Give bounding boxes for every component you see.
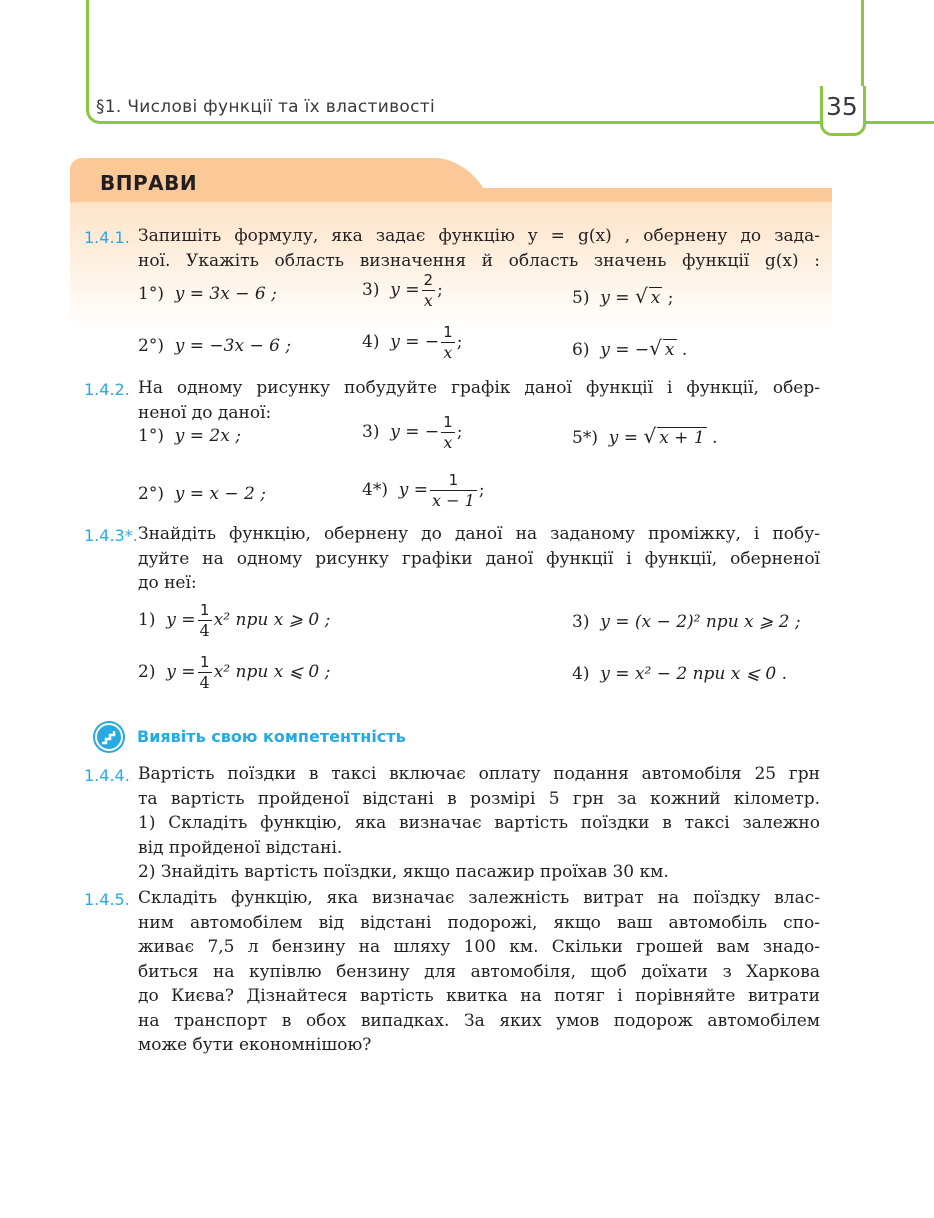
formula-end: . <box>712 428 718 448</box>
formula: y = − <box>390 332 440 352</box>
exercise-text <box>138 886 820 1058</box>
item <box>138 284 277 304</box>
formula-end: ; <box>437 280 443 300</box>
radicand: x + 1 <box>659 428 705 448</box>
exercise-text <box>138 762 820 885</box>
section-title: §1. Числові функції та їх властивості <box>96 97 435 117</box>
item: 6) y = −√ x . <box>572 336 688 360</box>
text-line: до Києва? Дізнайтеся вартість квитка на потяг і порівняйте витрати <box>138 986 820 1006</box>
item-label: 1) <box>138 610 156 630</box>
item-label: 2) <box>138 662 156 682</box>
formula-end: . <box>681 340 688 360</box>
item-label: 4) <box>572 664 590 684</box>
text-line: 1) Складіть функцію, яка визначає вартість поїздки в таксі залежно <box>138 813 820 833</box>
formula: y = x − 2 ; <box>174 484 267 504</box>
exercise-text <box>138 376 820 425</box>
denominator: x <box>443 343 453 362</box>
item <box>362 412 462 453</box>
denominator: x <box>423 291 433 310</box>
item: 5) y = √ x ; <box>572 284 674 308</box>
denominator: 4 <box>199 621 210 640</box>
text-line: ним автомобілем від відстані подорожі, якщо ваш автомобіль спо- <box>138 912 820 933</box>
item <box>362 322 462 363</box>
item-label: 3) <box>572 612 590 632</box>
text-line: дуйте на одному рисунку графіки даної функції і функції, оберненої <box>138 548 820 569</box>
item-label: 4*) <box>362 480 388 500</box>
text-line: може бути економнішою? <box>138 1035 372 1055</box>
fraction <box>430 470 477 511</box>
formula-end: ; <box>667 288 674 308</box>
denominator: x <box>443 433 453 452</box>
formula: y = − <box>390 422 440 442</box>
formula: y = <box>608 428 639 448</box>
fraction <box>441 322 455 363</box>
fraction <box>422 270 436 311</box>
numerator: 1 <box>198 652 212 673</box>
text-line: 2) Знайдіть вартість поїздки, якщо пасажир проїхав 30 км. <box>138 862 669 882</box>
item <box>362 470 485 511</box>
item-label: 1°) <box>138 284 164 304</box>
text-line: Складіть функцію, яка визначає залежність витрат на поїздку влас- <box>138 888 820 908</box>
item-label: 3) <box>362 280 380 300</box>
page-number: 35 <box>826 92 858 121</box>
text-line: живає 7,5 л бензину на шляху 100 км. Скільки грошей вам знадо- <box>138 937 820 957</box>
numerator: 2 <box>423 271 434 289</box>
text-line: неної до даної: <box>138 402 272 423</box>
item-label: 2°) <box>138 484 164 504</box>
exercise-number: 1.4.1. <box>84 228 130 247</box>
formula-end: ; <box>456 422 463 442</box>
item-label: 6) <box>572 340 590 360</box>
numerator: 1 <box>443 413 453 431</box>
formula: y = − <box>600 340 650 360</box>
radicand: x <box>664 340 675 360</box>
text-line: на транспорт в обох випадках. За яких умов подорож автомобілем <box>138 1010 820 1031</box>
item <box>362 270 443 311</box>
formula-end: x² при x ⩽ 0 ; <box>213 662 331 682</box>
text-line: На одному рисунку побудуйте графік даної функції і функції, обер- <box>138 378 820 398</box>
text-line: до неї: <box>138 573 197 593</box>
item-label: 5*) <box>572 428 598 448</box>
item <box>138 336 291 356</box>
item-label: 4) <box>362 332 380 352</box>
fraction <box>198 652 212 693</box>
competence-title: Виявіть свою компетентність <box>137 727 406 746</box>
formula-end: ; <box>478 480 485 500</box>
exercise-number: 1.4.5. <box>84 890 130 909</box>
fraction <box>441 412 455 453</box>
denominator: 4 <box>199 673 210 692</box>
formula: y = <box>166 610 196 630</box>
formula-end: ; <box>456 332 463 352</box>
numerator: 1 <box>443 323 453 341</box>
formula: y = <box>600 288 630 308</box>
exercise-number: 1.4.4. <box>84 766 130 785</box>
denominator: x − 1 <box>432 491 475 510</box>
item-label: 1°) <box>138 426 164 446</box>
item-label: 3) <box>362 422 380 442</box>
exercise-number: 1.4.2. <box>84 380 130 399</box>
item-label: 2°) <box>138 336 164 356</box>
item <box>572 664 787 684</box>
item <box>138 426 241 446</box>
text-line: Знайдіть функцію, обернену до даної на заданому проміжку, і побу- <box>138 524 820 544</box>
text-line: биться на купівлю бензину для автомобіля, щоб доїхати з Харкова <box>138 961 820 982</box>
formula: y = <box>390 280 420 300</box>
formula: y = <box>166 662 196 682</box>
radicand: x <box>650 288 661 308</box>
header-rule <box>862 121 934 124</box>
formula: y = 3x − 6 ; <box>174 284 277 304</box>
item <box>138 652 330 693</box>
item: 5*) y = √ x + 1 . <box>572 424 718 448</box>
formula: y = −3x − 6 ; <box>174 336 292 356</box>
formula-end: x² при x ⩾ 0 ; <box>213 610 331 630</box>
formula: y = <box>398 480 429 500</box>
text-line: Вартість поїздки в таксі включає оплату подання автомобіля 25 грн <box>138 764 820 784</box>
item <box>138 484 266 504</box>
item <box>138 600 330 641</box>
text-line: ної. Укажіть область визначення й область значень функції g(x) : <box>138 250 820 271</box>
item-label: 5) <box>572 288 590 308</box>
formula: y = (x − 2)² при x ⩾ 2 ; <box>600 612 801 632</box>
exercise-text <box>138 522 820 596</box>
text-line: та вартість пройденої відстані в розмірі 5 грн за кожний кілометр. <box>138 788 820 809</box>
numerator: 1 <box>198 600 212 621</box>
item <box>572 612 801 632</box>
text-line: від пройденої відстані. <box>138 837 343 858</box>
numerator: 1 <box>430 470 477 491</box>
formula: y = x² − 2 при x ⩽ 0 . <box>600 664 788 684</box>
exercise-number: 1.4.3*. <box>84 526 138 545</box>
fraction <box>198 600 212 641</box>
block-title: ВПРАВИ <box>100 171 198 195</box>
formula: y = 2x ; <box>174 426 241 446</box>
text-line: Запишіть формулу, яка задає функцію y = g(x) , обернену до зада- <box>138 226 820 246</box>
exercise-text <box>138 224 820 273</box>
stairs-icon <box>93 721 125 753</box>
